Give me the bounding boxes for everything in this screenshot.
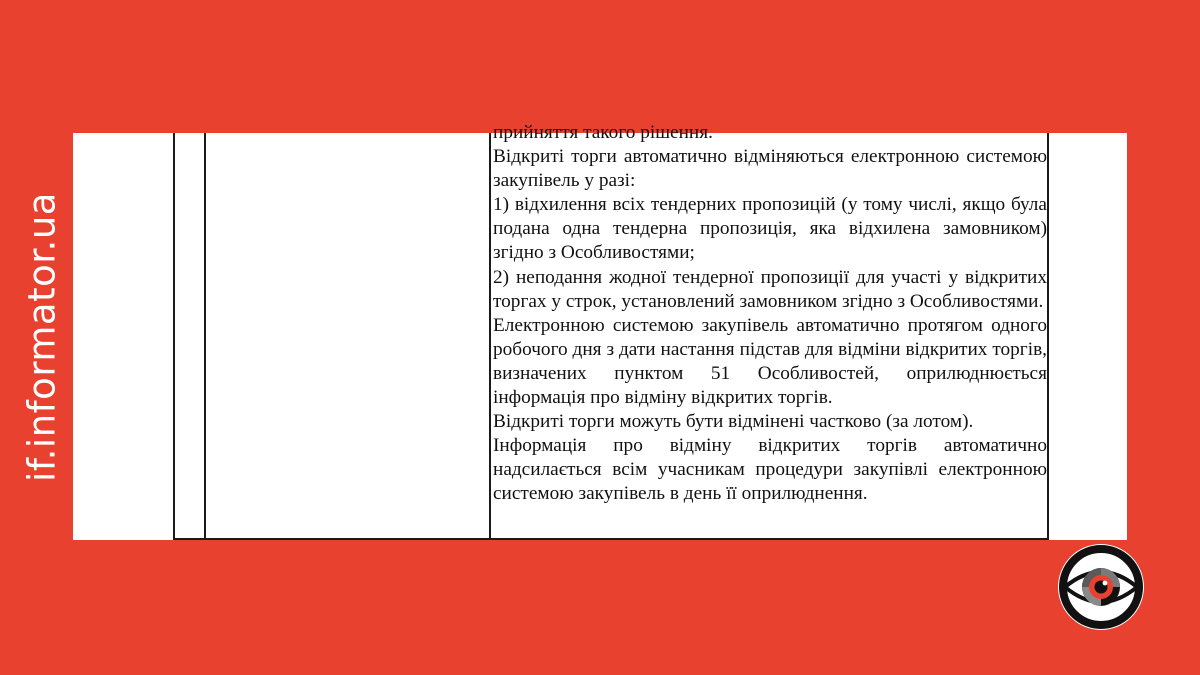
table-cell-text <box>493 121 1047 507</box>
eye-camera-lens-icon[interactable] <box>1057 543 1145 631</box>
paragraph: Відкриті торги автоматично відміняються електронною системою закупівель у разі: <box>493 146 1047 192</box>
table-border-left <box>173 133 175 540</box>
site-name-vertical[interactable]: if.informator.ua <box>20 192 64 482</box>
table-border-right <box>1047 133 1049 540</box>
table-border-column-1 <box>204 133 206 540</box>
paragraph: 2) неподання жодної тендерної пропозиції для участі у відкритих торгах у строк, установлений замовником згідно з Особливостями. <box>493 266 1047 312</box>
paragraph-cut-off: прийняття такого рішення. <box>493 122 713 143</box>
paragraph: Відкриті торги можуть бути відмінені частково (за лотом). <box>493 411 974 433</box>
paragraph: Електронною системою закупівель автоматично протягом одного робочого дня з дати настання підстав для відміни відкритих торгів, визначених пунктом 51 Особливостей, оприлюднюється інформація про відміну відкритих торгів. <box>493 314 1047 409</box>
document-excerpt <box>73 122 1127 540</box>
table-border-bottom <box>173 538 1049 540</box>
table-border-column-2 <box>489 133 491 540</box>
paragraph: 1) відхилення всіх тендерних пропозицій (у тому числі, якщо була подана одна тендерна пропозиція, яка відхилена замовником) згідно з Особливостями; <box>493 194 1047 264</box>
paragraph: Інформація про відміну відкритих торгів автоматично надсилається всім учасникам процедури закупівлі електронною системою закупівель в день її оприлюднення. <box>493 435 1047 505</box>
